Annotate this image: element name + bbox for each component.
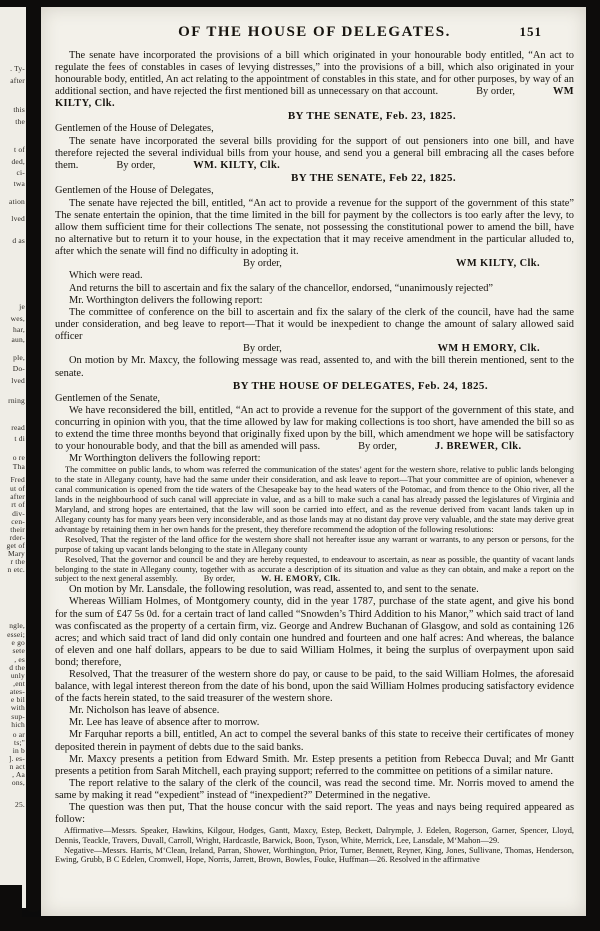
by-order-label: By order, [243,343,282,354]
scan-border-top [0,0,600,7]
committee-report-fineprint [55,465,574,534]
paragraph [55,596,574,669]
vote-list [55,846,574,865]
by-order-line [55,258,574,270]
text-run: Negative—Messrs. Harris, M‘Clean, Ireland, Parran, Shower, Worthington, Prior, Turner, Bennett, Reyner, King, Jones, Sullivane, Thomas, Henderson, Ewing, Grubb, B C Edelen, Cromwell, Hope, Norris, Jarrett, Brown, Bowles, Fouke, Huffman—26. Resolved in the affirmative [55,845,574,865]
margin-text-fragment: t of [13,145,25,154]
text-run: Gentlemen of the House of Delegates, [55,185,214,197]
margin-text-fragment: after [10,76,25,85]
text-run: The report relative to the salary of the clerk of the council, was read the second time. Mr. Norris moved to amend the same by making it read “expedient” instead of “inexpedient?” Determined in the negative. [55,777,574,801]
margin-text-fragment: hich [11,720,25,729]
paragraph [55,283,574,295]
scan-border-right [586,0,600,931]
margin-text-fragment: essei; [7,630,25,639]
clerk-signature: J. BREWER, Clk. [434,441,522,453]
text-run: The committee of conference on the bill to ascertain and fix the salary of the clerk of the council, have had the same under consideration, and beg leave to report—That it would be inexpedient to change the amount of salary allowed said officer [55,306,574,342]
text-run: BY THE SENATE, Feb. 23, 1825. [287,110,456,123]
margin-text-fragment: sete [12,646,25,655]
paragraph [55,136,574,172]
margin-text-fragment: ation [9,197,25,206]
margin-text-fragment: the [15,117,25,126]
salutation-line [55,123,574,135]
page-body [55,50,574,865]
salutation-line [55,185,574,197]
paragraph [55,50,574,110]
text-run: Resolved, That the governor and council be and they are hereby requested, to endeavour to ascertain, as near as possible, the quantity of vacant lands belonging to the state in Allegany county, together with as accurate a description of its situation and value as they can obtain, and make a report on the subject to the next general assembly. [55,554,574,584]
scan-corner-blot-bottom [0,885,22,931]
margin-text-fragment: ts;" [14,738,25,747]
margin-text-fragment: , es [14,655,25,664]
page-number: 151 [519,24,542,39]
book-gutter-shadow [26,0,41,912]
clerk-signature: WM KILTY, Clk. [456,258,540,270]
running-head [55,23,574,41]
text-run: The senate have incorporated the several bills providing for the support of out pensioners into one bill, and have therefore rejected the several individual bills from your house, and send you a general bill embracing all the cases before them. [55,135,574,172]
senate-dateline [55,172,574,185]
by-order-line [55,343,574,355]
margin-text-fragment: Mary [7,549,25,558]
margin-text-fragment: lved [11,376,25,385]
margin-text-fragment: aun, [11,335,25,344]
text-run: Gentlemen of the House of Delegates, [55,123,214,135]
margin-text-fragment: after [10,492,25,501]
paragraph [55,270,574,282]
margin-text-fragment: div- [12,509,25,518]
paragraph [55,705,574,717]
by-order-label: By order, [203,574,236,584]
margin-text-fragment: e bil [10,695,25,704]
margin-text-fragment: , Aa [12,770,25,779]
margin-text-fragment: je [19,302,25,311]
text-run: Mr. Maxcy presents a petition from Edward Smith. Mr. Estep presents a petition from Rebecca Duval; and Mr Gantt presents a petition from Sarah Mitchell, each praying support; referred to the committee on petitions of a similar nature. [55,753,574,777]
margin-text-fragment: har, [13,325,25,334]
margin-text-fragment: rt of [11,500,25,509]
vote-list [55,826,574,845]
margin-text-fragment: ates- [9,687,25,696]
text-run: Whereas William Holmes, of Montgomery county, did in the year 1787, purchase of the state agent, and give his bond for the sum of £47 5s 0d. for a certain tract of land called “Snowden’s Third Addition to his Manor,” which said tract of land was confiscated as the property of a certain firm, viz. George and Andrew Buchanan of Glasgow, and sold as containing 126 acres; and which said tract of land did only contain one hundred and fourteen and one half acres: And whereas, the balance of eleven and one half dollars, appears to be due to said William Holmes, it being the surplus of overpayment upon said bond; therefore, [55,596,574,668]
margin-text-fragment: get of [6,541,25,550]
text-run: The senate have rejected the bill, entitled, “An act to provide a revenue for the support of the government of this state” The senate entertain the opinion, that the time limited in the bill for payment by the collectors is too early after the levy, to allow them sufficient time for their collections The senate, not possessing the constitutional power to amend the bill, have no alternative but to return it to your house, in the expectation that it may receive amendment in the particular alluded to, after which the senate will find no difficulty in adopting it. [55,197,574,257]
margin-text-fragment: ci- [16,168,25,177]
margin-text-fragment: their [10,525,25,534]
margin-text-fragment: read [11,423,25,432]
paragraph [55,198,574,258]
by-order-label: By order, [243,258,282,270]
text-run: Mr Farquhar reports a bill, entitled, An act to compel the several banks of this state to receive their certificates of money deposited therein in payment of debts due to the said banks. [55,729,574,753]
paragraph [55,453,574,465]
margin-text-fragment: with [10,703,25,712]
salutation-line [55,393,574,405]
margin-text-fragment: lved [11,214,25,223]
text-run: Mr. Worthington delivers the following report: [69,294,263,306]
margin-text-fragment: Fred [10,475,25,484]
text-run: On motion by Mr. Maxcy, the following message was read, assented to, and with the bill therein mentioned, sent to the senate. [55,355,574,379]
paragraph [55,754,574,778]
margin-text-fragment: in b [12,746,25,755]
paragraph [55,307,574,343]
gutter-text-column [0,6,26,908]
text-run: Gentlemen of the Senate, [55,392,161,404]
margin-text-fragment: rder- [9,533,25,542]
text-run: We have reconsidered the bill, entitled, “An act to provide a revenue for the support of the government of this state, and concurring in opinion with you, that the time allowed by law for making collections is too short, have amended the bill so as to extend the time three months beyond that originally fixed upon by the bill, which amendment we hope will be satisfactory to your honourable body, and that the bill as amended will pass. [55,405,574,453]
house-dateline [55,380,574,393]
margin-text-fragment: unly [10,671,25,680]
text-run: Resolved, That the register of the land office for the western shore shall not hereafter issue any warrant or warrants, to any person or persons, for the purpose of taking up vacant lands belonging to the state in Allegany county [55,534,574,554]
margin-text-fragment: cen- [11,517,25,526]
margin-text-fragment: twa [13,179,25,188]
margin-text-fragment: o re [12,453,25,462]
text-run: Mr. Nicholson has leave of absence. [69,705,220,717]
margin-text-fragment: n act [9,762,25,771]
margin-text-fragment: wes, [10,314,25,323]
scan-border-bottom [0,917,600,931]
text-run: On motion by Mr. Lansdale, the following resolution, was read, assented to, and sent to the senate. [69,584,479,596]
margin-text-fragment: Do- [12,364,25,373]
clerk-signature: WM H EMORY, Clk. [437,343,540,354]
clerk-signature: WM. KILTY, Clk. [193,160,281,172]
margin-text-fragment: ,ent [13,679,25,688]
margin-text-fragment: e go [11,638,25,647]
text-run: The senate have incorporated the provisions of a bill which originated in your honourable body entitled, “An act to regulate the fees of constables in cases of levying distresses,” into the provisions of a bill, which also originated in your honourable body, entitled, An act relating to the appointment of constables in this state, and for other purposes, by way of an additional section, and have rejected the first mentioned bill as unnecessary on that account. [55,50,574,98]
by-order-label: By order, [476,86,515,98]
margin-text-fragment: ded, [11,157,25,166]
paragraph [55,802,574,826]
margin-text-fragment: ngle, [9,621,25,630]
margin-text-fragment: ons, [11,778,25,787]
text-run: Mr Worthington delivers the following report: [69,453,261,465]
margin-text-fragment: o ar [12,730,25,739]
committee-report-fineprint [55,535,574,555]
margin-text-fragment: ]. es- [8,754,25,763]
margin-text-fragment: rning [8,396,25,405]
text-run: The question was then put, That the house concur with the said report. The yeas and nays being required appeared as follow: [55,802,574,826]
margin-text-fragment: this [13,105,25,114]
text-run: Which were read. [69,270,143,282]
margin-text-fragment: sup- [11,712,25,721]
clerk-signature: W. H. EMORY, Clk. [261,574,341,584]
text-run: Resolved, That the treasurer of the western shore do pay, or cause to be paid, to the said William Holmes, the aforesaid balance, with legal interest thereon from the date of his bond, upon the said William Holmes producing satisfactory evidence of the facts herein stated, to the said treasurer of the western shore. [55,669,574,705]
text-run: Mr. Lee has leave of absence after to morrow. [69,717,260,729]
by-order-label: By order, [358,441,397,453]
journal-page [41,7,586,916]
paragraph [55,729,574,753]
margin-text-fragment: t di [14,434,25,443]
paragraph [55,295,574,307]
margin-text-fragment: d the [9,663,25,672]
paragraph [55,584,574,596]
margin-text-fragment: 25. [15,800,25,809]
text-run: The committee on public lands, to whom was referred the communication of the states’ agent for the western shore, relative to public lands belonging to the state in Allegany county, have had the same under their consideration, and ask leave to report—That your committee are of opinion, whenever a canal communication is opened from the tide waters of the Chesapeake bay to the head waters of the Potomac, and from thence to the Ohio river, all the lands in the neighbourhood of such canal will appreciate in value, and as a bill to make such a canal has already passed the legislatures of Virginia and Maryland, and strong hopes are entertained, that the law will soon be carried into effect, and as the revenue derived from vacant lands taken up in Allegany county has for many years been very inconsiderable, and as those lands may at no distant day prove very valuable, and the state may derive great advantage by retaining them in her own hands for the present, they therefore recommend the adoption of the following resolutions: [55,465,574,534]
text-run: BY THE HOUSE OF DELEGATES, Feb. 24, 1825. [232,379,488,392]
page-title: OF THE HOUSE OF DELEGATES. [178,24,451,40]
margin-text-fragment: Tha [12,462,25,471]
paragraph [55,669,574,705]
paragraph [55,355,574,379]
margin-text-fragment: n etc. [7,565,25,574]
clerk-signature: WM KILTY, Clk. [55,86,574,110]
by-order-label: By order, [116,160,156,172]
committee-report-fineprint [55,555,574,585]
senate-dateline [55,110,574,123]
text-run: BY THE SENATE, Feb 22, 1825. [290,172,456,185]
text-run: And returns the bill to ascertain and fix the salary of the chancellor, endorsed, “unanimously rejected” [69,282,494,294]
paragraph [55,778,574,802]
margin-text-fragment: . Ty- [10,64,25,73]
text-run: Affirmative—Messrs. Speaker, Hawkins, Kilgour, Hodges, Gantt, Maxcy, Estep, Beckett, Dalrymple, J. Edelen, Rogerson, Garner, Spencer, Lloyd, Dennis, Teackle, Travers, Duvall, Carroll, Wright, Hardcastle, Barwick, Boon, Tyson, White, Merrick, Lee, Lansdale, M‘Mahon—29. [55,826,574,845]
paragraph [55,717,574,729]
margin-text-fragment: ut of [10,484,25,493]
margin-text-fragment: ple, [13,353,25,362]
margin-text-fragment: r the [10,557,25,566]
paragraph [55,405,574,453]
margin-text-fragment: d as [12,236,25,245]
